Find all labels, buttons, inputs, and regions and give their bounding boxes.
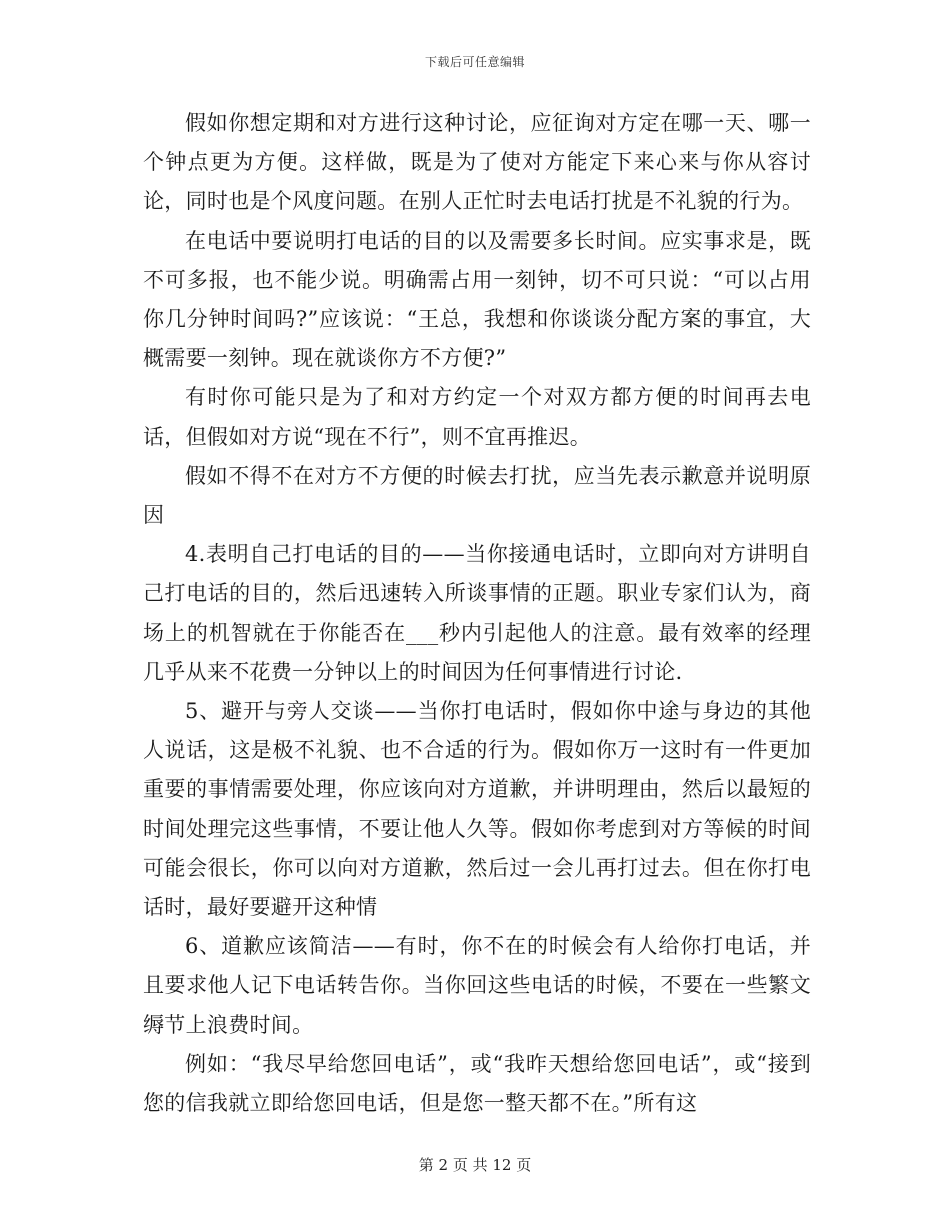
paragraph: 假如不得不在对方不方便的时候去打扰，应当先表示歉意并说明原因 xyxy=(143,463,811,528)
page-header: 下载后可任意编辑 xyxy=(424,55,525,69)
document-body xyxy=(143,104,811,1123)
page-number-footer: 第 2 页 共 12 页 xyxy=(418,1156,532,1174)
paragraph: 4.表明自己打电话的目的——当你接通电话时，立即向对方讲明自己打电话的目的，然后迅速转入所谈事情的正题。职业专家们认为，商场上的机智就在于你能否在___秒内引起他人的注意。最有效率的经理几乎从来不花费一分钟以上的时间因为任何事情进行讨论. xyxy=(143,542,811,684)
paragraph: 在电话中要说明打电话的目的以及需要多长时间。应实事求是，既不可多报，也不能少说。明确需占用一刻钟，切不可只说：“可以占用你几分钟时间吗?”应该说：“王总，我想和你谈谈分配方案的事宜，大概需要一刻钟。现在就谈你方不方便?” xyxy=(143,228,811,371)
paragraph: 5、避开与旁人交谈——当你打电话时，假如你中途与身边的其他人说话，这是极不礼貌、也不合适的行为。假如你万一这时有一件更加重要的事情需要处理，你应该向对方道歉，并讲明理由，然后以最短的时间处理完这些事情，不要让他人久等。假如你考虑到对方等候的时间可能会很长，你可以向对方道歉，然后过一会儿再打过去。但在你打电话时，最好要避开这种情 xyxy=(143,699,811,920)
paragraph: 6、道歉应该简洁——有时，你不在的时候会有人给你打电话，并且要求他人记下电话转告你。当你回这些电话的时候，不要在一些繁文缛节上浪费时间。 xyxy=(143,934,811,1037)
paragraph: 例如：“我尽早给您回电话”，或“我昨天想给您回电话”，或“接到您的信我就立即给您回电话，但是您一整天都不在。”所有这 xyxy=(143,1051,811,1116)
paragraph: 有时你可能只是为了和对方约定一个对双方都方便的时间再去电话，但假如对方说“现在不行”，则不宜再推迟。 xyxy=(143,385,811,449)
paragraph: 假如你想定期和对方进行这种讨论，应征询对方定在哪一天、哪一个钟点更为方便。这样做，既是为了使对方能定下来心来与你从容讨论，同时也是个风度问题。在别人正忙时去电话打扰是不礼貌的行为。 xyxy=(143,111,811,214)
